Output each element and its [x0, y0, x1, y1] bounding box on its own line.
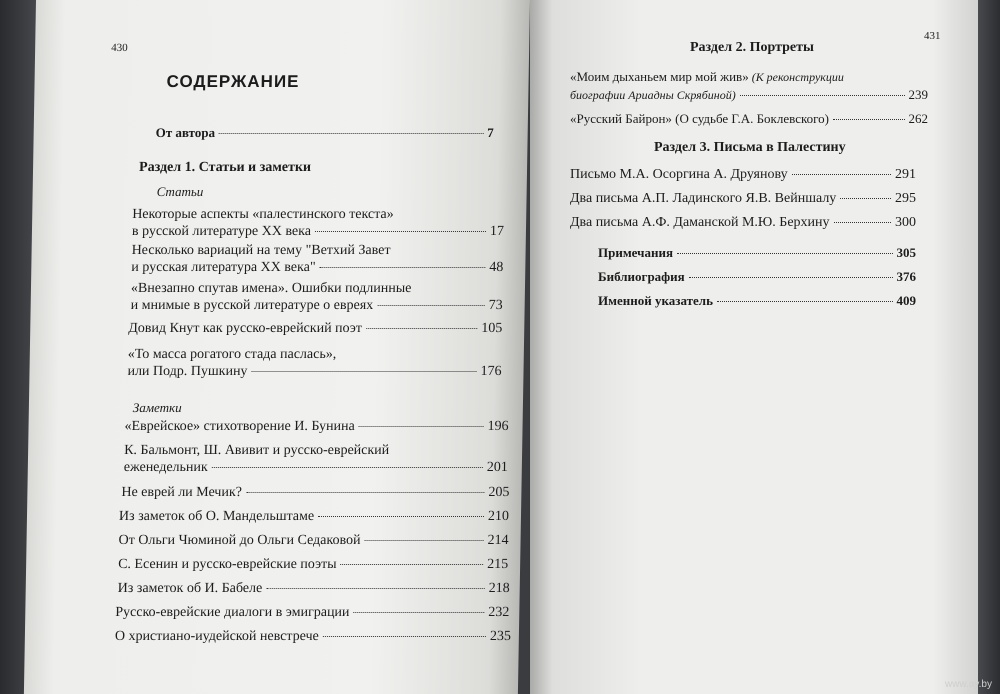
right-page: [530, 0, 978, 694]
left-page: [24, 0, 530, 694]
section-3-title: Раздел 3. Письма в Палестину: [654, 140, 846, 155]
page-number-right: 431: [924, 30, 941, 42]
watermark: www.ay.by: [944, 679, 992, 690]
notes-label: Заметки: [132, 400, 182, 415]
toc-entry: «Моим дыханьем мир мой жив» (К реконструкции биографии Ариадны Скрябиной) 239: [570, 69, 928, 102]
toc-entry: Два письма А.П. Ладинского Я.В. Вейншалу 295: [570, 191, 916, 206]
toc-entry: Не еврей ли Мечик? 205: [121, 485, 510, 500]
toc-entry: Русско-еврейские диалоги в эмиграции 232: [115, 605, 510, 620]
toc-entry: Несколько вариаций на тему "Ветхий Завет и русская литература XX века" 48: [131, 243, 504, 275]
section-1-title: Раздел 1. Статьи и заметки: [138, 160, 312, 175]
toc-entry-notes: Примечания 305: [598, 245, 916, 260]
toc-entry: О христиано-иудейской невстрече 235: [114, 629, 512, 644]
toc-entry-author: От автора 7: [155, 125, 494, 140]
toc-entry: Из заметок об И. Бабеле 218: [117, 581, 510, 596]
toc-entry: Два письма А.Ф. Даманской М.Ю. Берхину 300: [570, 215, 916, 230]
toc-entry: «То масса рогатого стада паслась», или Подр. Пушкину 176: [127, 347, 502, 379]
toc-entry: «Еврейское» стихотворение И. Бунина 196: [124, 419, 509, 434]
toc-entry: «Русский Байрон» (О судьбе Г.А. Боклевского) 262: [570, 111, 928, 126]
page-title: СОДЕРЖАНИЕ: [166, 72, 300, 91]
articles-label: Статьи: [156, 184, 204, 199]
page-number-left: 430: [111, 42, 128, 54]
toc-entry-bibliography: Библиография 376: [598, 269, 916, 284]
toc-entry: Довид Кнут как русско-еврейский поэт 105: [128, 321, 503, 336]
toc-entry: Письмо М.А. Осоргина А. Друянову 291: [570, 167, 916, 182]
toc-entry: Из заметок об О. Мандельштаме 210: [118, 509, 510, 524]
toc-entry: К. Бальмонт, Ш. Авивит и русско-еврейский еженедельник 201: [123, 443, 508, 475]
section-2-title: Раздел 2. Портреты: [690, 40, 814, 55]
toc-entry: «Внезапно спутав имена». Ошибки подлинные и мнимые в русской литературе о евреях 73: [130, 281, 503, 313]
toc-entry: С. Есенин и русско-еврейские поэты 215: [118, 557, 509, 572]
toc-entry: Некоторые аспекты «палестинского текста» в русской литературе XX века 17: [131, 207, 505, 239]
toc-entry-index: Именной указатель 409: [598, 293, 916, 308]
toc-entry: От Ольги Чюминой до Ольги Седаковой 214: [118, 533, 509, 548]
